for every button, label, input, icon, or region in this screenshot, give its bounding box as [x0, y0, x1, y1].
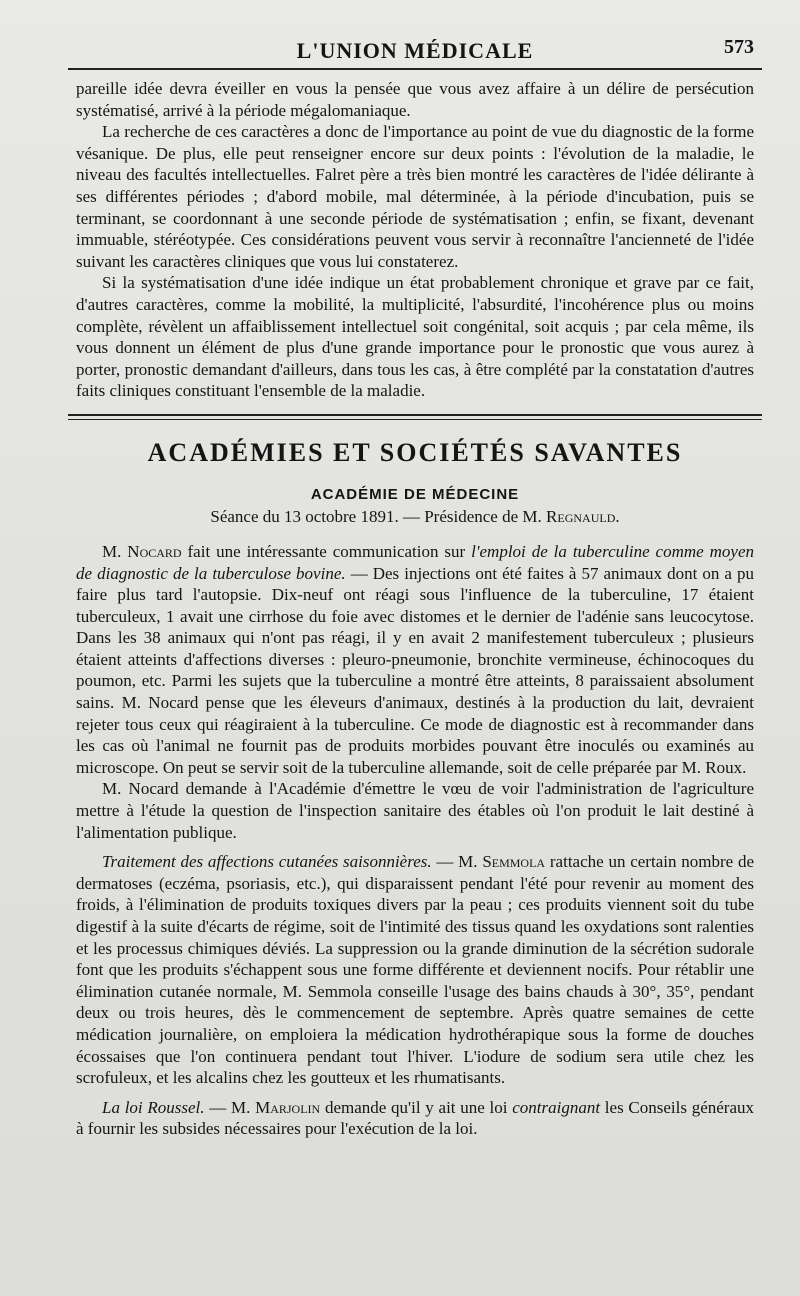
roussel-speaker: Marjolin [255, 1097, 321, 1117]
nocard-paragraph-2: M. Nocard demande à l'Académie d'émettre le vœu de voir l'administration de l'agriculture mettre à l'étude la question de l'inspection sanitaire des étables où l'on produit le lait destiné à l'alimentation publique. [76, 779, 754, 842]
running-title: L'UNION MÉDICALE [296, 38, 534, 63]
academy-heading: ACADÉMIE DE MÉDECINE [310, 485, 520, 503]
semmola-topic: Traitement des affections cutanées saisonnières. [102, 852, 432, 872]
nocard-lead: fait une intéressante communication sur [181, 541, 472, 561]
page-number: 573 [724, 36, 754, 58]
nocard-body: — Des injections ont été faites à 57 animaux dont on a pu faire plus tard l'autopsie. Dix-neuf ont réagi sous l'influence de la tuberculine, 17 étaient tuberculeux, 1 avait une cirrhose du foie avec distomes et le dernier de l'adénie sans leucocytose. Dans les 38 animaux qui n'ont pas réagi, il y en avait 2 manifestement tuberculeux ; plusieurs étaient atteints d'affections diverses : pleuro-pneumonie, bronchite vermineuse, échinocoques du poumon, etc. Parmi les sujets que la tuberculine a montré être atteints, 8 paraissaient absolument sains. M. Nocard pense que les éleveurs d'animaux, destinés à la production du lait, devraient rejeter tous ceux qui réagiraient à la tuberculine. Ce mode de diagnostic est à recommander dans les cas où l'animal ne fournit pas de produits morbides pouvant être inoculés ou examinés au microscope. On peut se servir soit de la tuberculine allemande, soit de celle préparée par M. Roux. [76, 563, 754, 777]
semmola-speaker: Semmola [482, 852, 546, 872]
session-date: Séance du 13 octobre 1891. — Présidence de M. [210, 506, 547, 526]
nocard-topic: l'emploi de la tuberculine comme moyen de diagnostic de la tuberculose bovine. [76, 541, 754, 583]
roussel-paragraph [76, 1097, 754, 1140]
roussel-lead: demande qu'il y ait une loi [320, 1097, 513, 1117]
roussel-topic: La loi Roussel. [102, 1097, 205, 1117]
session-line [76, 507, 754, 527]
section-title: ACADÉMIES ET SOCIÉTÉS SAVANTES [147, 437, 683, 467]
roussel-emphasis: contraignant [512, 1097, 601, 1117]
semmola-paragraph [76, 851, 754, 1089]
nocard-speaker: M. Nocard [102, 541, 182, 561]
semmola-dash: — M. [431, 852, 483, 872]
roussel-body: les Conseils généraux à fournir les subsides nécessaires pour l'exécution de la loi. [76, 1097, 755, 1139]
president-name: Regnauld [546, 506, 616, 526]
header-rule [68, 68, 762, 70]
intro-paragraph-1: pareille idée devra éveiller en vous la pensée que vous avez affaire à un délire de persécution systématisé, arrivé à la période mégalomaniaque. [76, 79, 754, 120]
spacer [76, 843, 754, 851]
roussel-dash: — M. [204, 1097, 256, 1117]
intro-paragraph-2: La recherche de ces caractères a donc de l'importance au point de vue du diagnostic de la forme vésanique. De plus, elle peut renseigner encore sur deux points : l'évolution de la maladie, le niveau des facultés intellectuelles. Falret père a très bien montré les caractères de l'idée délirante à ses différentes périodes ; d'abord mobile, mal déterminée, à la période d'incubation, puis se terminant, se coordonnant à une seconde période de systématisation ; enfin, se fixant, devenant immuable, stéréotypée. Ces considérations peuvent vous servir à reconnaître l'ancienneté de l'idée suivant les caractères cliniques que vous lui constaterez. [76, 122, 754, 271]
section-divider [68, 414, 762, 420]
semmola-body: rattache un certain nombre de dermatoses (eczéma, psoriasis, etc.), qui disparaissent pendant l'été pour revenir au moment des froids, à l'élimination de produits toxiques divers par la peau ; ces produits viennent soit du tube digestif à la suite d'écarts de régime, soit de l'intimité des tissus quand les oxydations sont ralenties et les processus chimiques déviés. La suppression ou la grande diminution de la sécrétion sudorale font que les produits s'échappent sous une forme différente et deviennent nocifs. Pour rétablir une élimination cutanée normale, M. Semmola conseille l'usage des bains chauds à 30°, 35°, pendant deux ou trois heures, dès le commencement de septembre. Après quatre semaines de cette médication journalière, on emploiera la médication hydrothérapique sous la forme de douches écossaises que l'on continuera pendant tout l'hiver. L'iodure de sodium sera utile chez les scrofuleux, et les alcalins chez les goutteux et les rhumatisants. [76, 852, 754, 1088]
running-head [76, 26, 754, 66]
session-end: . [615, 506, 620, 526]
intro-paragraph-3: Si la systématisation d'une idée indique un état probablement chronique et grave par ce fait, d'autres caractères, comme la mobilité, la multiplicité, l'absurdité, l'incohérence plus ou moins complète, révèlent un affaiblissement intellectuel soit congénital, soit acquis ; par cela même, ils vous donnent un élément de plus d'une grande importance pour le pronostic que vous aurez à porter, pronostic demandant d'ailleurs, dans tous les cas, à être complété par la constatation d'autres faits cliniques constituant l'ensemble de la maladie. [76, 273, 754, 401]
spacer [76, 1089, 754, 1097]
nocard-paragraph [76, 541, 754, 779]
